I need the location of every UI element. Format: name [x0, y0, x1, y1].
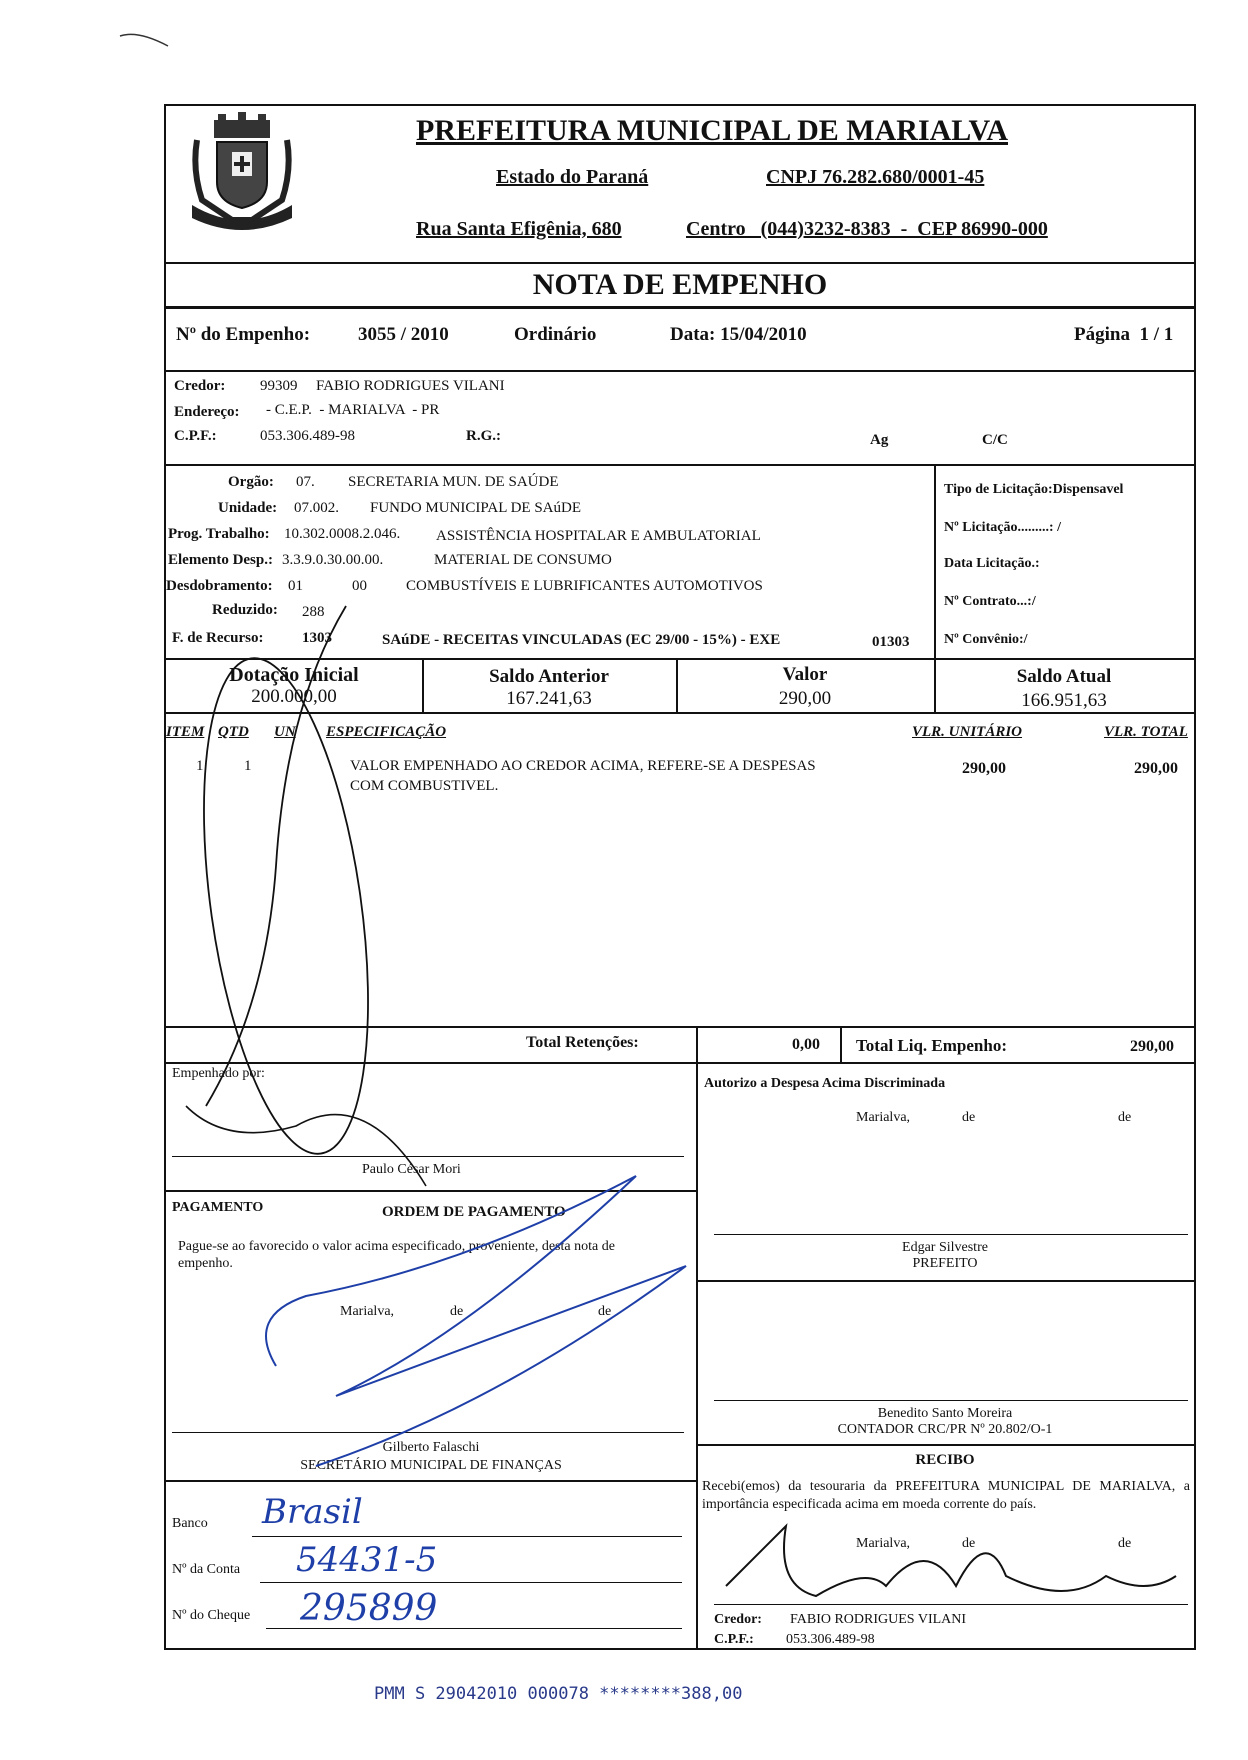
cpf-value: 053.306.489-98 [260, 428, 355, 444]
dotacao-value: 200.000,00 [251, 686, 337, 707]
liquido-label: Total Liq. Empenho: [856, 1036, 1007, 1055]
signature-strokes [166, 106, 1194, 1648]
pagamento-signer: Gilberto Falaschi [382, 1440, 480, 1455]
autorizo-title: Autorizo a Despesa Acima Discriminada [704, 1076, 946, 1091]
scan-mark [118, 28, 198, 58]
unidade-code: 07.002. [294, 500, 339, 516]
banco-label: Banco [172, 1516, 208, 1531]
item-number: 1 [196, 758, 204, 774]
pagamento-title: PAGAMENTO [172, 1200, 264, 1215]
reduzido-value: 288 [302, 604, 325, 620]
credor-name: FABIO RODRIGUES VILANI [316, 378, 505, 394]
contador-name: Benedito Santo Moreira [877, 1406, 1013, 1421]
autorizo-de2: de [1118, 1110, 1132, 1125]
liquido-value: 290,00 [1130, 1038, 1174, 1055]
autorizo-city: Marialva, [856, 1110, 911, 1125]
page-number: Página 1 / 1 [1074, 324, 1174, 345]
saldo-atual-value: 166.951,63 [1021, 690, 1107, 711]
contador-role: CONTADOR CRC/PR Nº 20.802/O-1 [837, 1422, 1053, 1437]
empenho-number: 3055 / 2010 [358, 324, 449, 345]
prog-label: Prog. Trabalho: [168, 526, 270, 542]
conta-handwritten: 54431-5 [296, 1540, 438, 1580]
contract-number: Nº Contrato...:/ [944, 594, 1036, 609]
saldo-anterior-label: Saldo Anterior [489, 666, 609, 687]
cheque-label: Nº do Cheque [172, 1608, 251, 1623]
account-label: C/C [982, 432, 1008, 448]
prog-name: ASSISTÊNCIA HOSPITALAR E AMBULATORIAL [436, 528, 761, 544]
recibo-signature-stroke [726, 1526, 1176, 1596]
col-spec: ESPECIFICAÇÃO [326, 724, 447, 740]
dotacao-label: Dotação Inicial [229, 664, 359, 686]
pagamento-de1: de [450, 1304, 464, 1319]
valor-label: Valor [782, 664, 828, 685]
pagamento-signature-stroke [266, 1176, 686, 1466]
retencoes-label: Total Retenções: [526, 1034, 639, 1051]
empenhado-signer: Paulo César Mori [362, 1162, 461, 1177]
desdobramento-a: 01 [288, 578, 303, 594]
col-un: UN [274, 724, 296, 740]
elemento-label: Elemento Desp.: [168, 552, 273, 568]
licitacao-number: Nº Licitação.........: / [944, 520, 1061, 535]
col-qtd: QTD [218, 724, 249, 740]
address-value: - C.E.P. - MARIALVA - PR [266, 402, 440, 418]
item-spec-line1: VALOR EMPENHADO AO CREDOR ACIMA, REFERE-SE A DESPESAS [350, 758, 816, 774]
district-phone-cep: Centro (044)3232-8383 - CEP 86990-000 [686, 218, 1048, 240]
agency-label: Ag [870, 432, 889, 448]
empenhado-signature-loop [177, 648, 395, 1164]
retencoes-value: 0,00 [792, 1036, 820, 1053]
recibo-title: RECIBO [915, 1452, 975, 1468]
convenio-number: Nº Convênio:/ [944, 632, 1028, 647]
recibo-de1: de [962, 1536, 976, 1551]
recibo-credor-name: FABIO RODRIGUES VILANI [790, 1612, 967, 1627]
item-unit-value: 290,00 [962, 760, 1006, 777]
item-total-value: 290,00 [1134, 760, 1178, 777]
autorizo-de1: de [962, 1110, 976, 1125]
prefeito-role: PREFEITO [912, 1256, 978, 1271]
reduzido-label: Reduzido: [212, 602, 278, 618]
banco-handwritten: Brasil [262, 1492, 363, 1532]
recurso-label: F. de Recurso: [172, 630, 264, 646]
unidade-name: FUNDO MUNICIPAL DE SAúDE [370, 500, 581, 516]
state-label: Estado do Paraná [496, 166, 649, 188]
empenho-date: Data: 15/04/2010 [670, 324, 807, 345]
nota-de-empenho-form [164, 104, 1196, 1650]
valor-value: 290,00 [778, 688, 832, 709]
street-address: Rua Santa Efigênia, 680 [416, 218, 622, 240]
conta-label: Nº da Conta [172, 1562, 241, 1577]
item-qty: 1 [244, 758, 252, 774]
orgao-label: Orgão: [228, 474, 274, 490]
licitacao-type: Tipo de Licitação:Dispensavel [944, 482, 1124, 497]
empenho-type: Ordinário [514, 324, 597, 345]
recibo-text: Recebi(emos) da tesouraria da PREFEITURA MUNICIPAL DE MARIALVA, a importância especificada acima em moeda corrente do país. [702, 1479, 1190, 1512]
recibo-de2: de [1118, 1536, 1132, 1551]
orgao-code: 07. [296, 474, 315, 490]
cheque-handwritten: 295899 [300, 1588, 438, 1629]
city-hall-title: PREFEITURA MUNICIPAL DE MARIALVA [415, 114, 1009, 147]
recurso-code: 1303 [302, 630, 332, 646]
saldo-anterior-value: 167.241,63 [506, 688, 592, 709]
credor-label: Credor: [174, 378, 226, 394]
recurso-number: 01303 [872, 634, 910, 650]
cpf-label: C.P.F.: [174, 428, 217, 444]
saldo-atual-label: Saldo Atual [1016, 666, 1112, 687]
pagamento-signer-role: SECRETÁRIO MUNICIPAL DE FINANÇAS [300, 1458, 562, 1473]
col-unit-value: VLR. UNITÁRIO [912, 724, 1023, 740]
col-total-value: VLR. TOTAL [1104, 724, 1188, 740]
ordem-pagamento: ORDEM DE PAGAMENTO [382, 1204, 566, 1220]
recibo-city: Marialva, [856, 1536, 911, 1551]
pagamento-city: Marialva, [340, 1304, 395, 1319]
footer-stamp: PMM S 29042010 000078 ********388,00 [374, 1684, 743, 1704]
unidade-label: Unidade: [218, 500, 278, 516]
empenhado-por-label: Empenhado por: [172, 1066, 265, 1081]
recibo-cpf-label: C.P.F.: [714, 1632, 754, 1647]
cnpj-label: CNPJ 76.282.680/0001-45 [766, 166, 985, 188]
recibo-credor-label: Credor: [714, 1612, 762, 1627]
prefeito-name: Edgar Silvestre [902, 1240, 988, 1255]
desdobramento-label: Desdobramento: [166, 578, 273, 594]
item-spec-line2: COM COMBUSTIVEL. [350, 778, 499, 794]
pagamento-text: Pague-se ao favorecido o valor acima especificado, proveniente, desta nota de empenho. [178, 1239, 615, 1271]
credor-code: 99309 [260, 378, 298, 394]
pagamento-de2: de [598, 1304, 612, 1319]
rg-label: R.G.: [466, 428, 501, 444]
recurso-name: SAúDE - RECEITAS VINCULADAS (EC 29/00 - 15%) - EXE [382, 632, 781, 648]
document-title: NOTA DE EMPENHO [532, 268, 828, 301]
elemento-code: 3.3.9.0.30.00.00. [282, 552, 384, 568]
prog-code: 10.302.0008.2.046. [284, 526, 401, 542]
col-item: ITEM [166, 724, 205, 740]
recibo-cpf-value: 053.306.489-98 [786, 1632, 875, 1647]
desdobramento-b: 00 [352, 578, 367, 594]
desdobramento-name: COMBUSTÍVEIS E LUBRIFICANTES AUTOMOTIVOS [406, 578, 763, 594]
empenhado-signature-stroke [206, 606, 346, 1106]
empenho-number-label: Nº do Empenho: [176, 324, 311, 345]
elemento-name: MATERIAL DE CONSUMO [434, 552, 612, 568]
address-label: Endereço: [174, 404, 240, 420]
orgao-name: SECRETARIA MUN. DE SAÚDE [348, 474, 559, 490]
licitacao-date: Data Licitação.: [944, 556, 1040, 571]
